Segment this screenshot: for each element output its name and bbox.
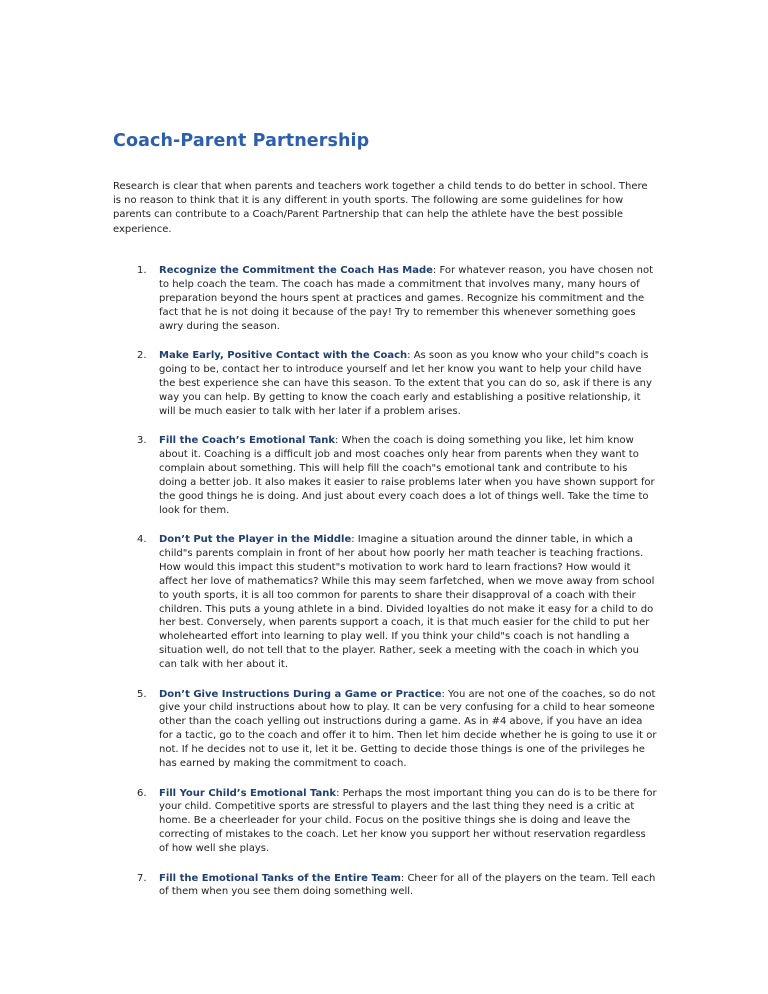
list-item (113, 349, 658, 419)
item-number: 1. (137, 265, 147, 276)
item-text: : Cheer for all of the players on the team. Tell each of them when you see them doing something well. (159, 872, 656, 898)
item-text: : When the coach is doing something you like, let him know about it. Coaching is a difficult job and most coaches only hear from parents when they want to complain about something. This will help fill the coach"s emotional tank and contribute to his doing a better job. It also makes it easier to raise problems later when you have shown support for the good things he is doing. And just about every coach does a lot of things well. Take the time to look for them. (159, 435, 655, 516)
list-item (113, 434, 658, 517)
item-number: 3. (137, 435, 147, 447)
item-number: 6. (137, 787, 147, 799)
item-number: 7. (137, 872, 147, 884)
item-text: : Perhaps the most important thing you can do is to be there for your child. Competitive sports are stressful to players and the last thing they need is a critic at home. Be a cheerleader for your child. Focus on the positive things she is doing and leave the correcting of mistakes to the coach. Let her know you support her without reservation regardless of how well she plays. (159, 787, 657, 855)
list-item (113, 872, 658, 900)
item-title: Don’t Give Instructions During a Game or Practice (159, 688, 442, 700)
list-item (113, 688, 658, 771)
list-item (113, 264, 658, 334)
item-title: Recognize the Commitment the Coach Has Made (159, 265, 433, 276)
item-title: Don’t Put the Player in the Middle (159, 534, 352, 545)
item-number: 2. (137, 350, 147, 362)
intro-paragraph: Research is clear that when parents and teachers work together a child tends to do better in school. There is no reason to think that it is any different in youth sports. The following are some guidelines for how parents can contribute to a Coach/Parent Partnership that can help the athlete have the best possible experience. (113, 181, 648, 235)
item-title: Fill the Coach’s Emotional Tank (159, 435, 336, 447)
item-title: Fill the Emotional Tanks of the Entire Team (159, 872, 401, 884)
list-item (113, 533, 658, 672)
item-title: Make Early, Positive Contact with the Coach (159, 350, 408, 362)
item-title: Fill Your Child’s Emotional Tank (159, 787, 337, 799)
item-text: : Imagine a situation around the dinner table, in which a child"s parents complain in front of her about how poorly her math teacher is teaching fractions. How would this impact this student"s motivation to work hard to learn fractions? How would it affect her love of mathematics? While this may seem farfetched, when we move away from school to youth sports, it is all too common for parents to share their disapproval of a coach with their children. This puts a young athlete in a bind. Divided loyalties do not make it easy for a child to do her best. Conversely, when parents support a coach, it is that much easier for the child to put her wholehearted effort into learning to play well. If you think your child"s coach is not handling a situation well, do not tell that to the player. Rather, seek a meeting with the coach in which you can talk with her about it. (159, 534, 655, 671)
item-text: : For whatever reason, you have chosen not to help coach the team. The coach has made a commitment that involves many, many hours of preparation beyond the hours spent at practices and games. Recognize his commitment and the fact that he is not doing it because of the pay! Try to remember this whenever something goes awry during the season. (159, 265, 654, 332)
page-title: Coach-Parent Partnership (113, 131, 370, 151)
item-number: 5. (137, 688, 147, 700)
item-text: : You are not one of the coaches, so do not give your child instructions about how to play. It can be very confusing for a child to hear someone other than the coach yelling out instructions during a game. As in #4 above, if you have an idea for a tactic, go to the coach and offer it to him. Then let him decide whether he is going to use it or not. If he decides not to use it, let it be. Getting to decide those things is one of the privileges he has earned by making the commitment to coach. (159, 688, 657, 770)
list-item (113, 787, 658, 857)
guidelines-list (113, 264, 658, 915)
item-text: : As soon as you know who your child"s coach is going to be, contact her to introduce yourself and let her know you want to help your child have the best experience she can have this season. To the extent that you can do so, ask if there is any way you can help. By getting to know the coach early and establishing a positive relationship, it will be much easier to talk with her later if a problem arises. (159, 350, 652, 417)
item-number: 4. (137, 534, 147, 545)
